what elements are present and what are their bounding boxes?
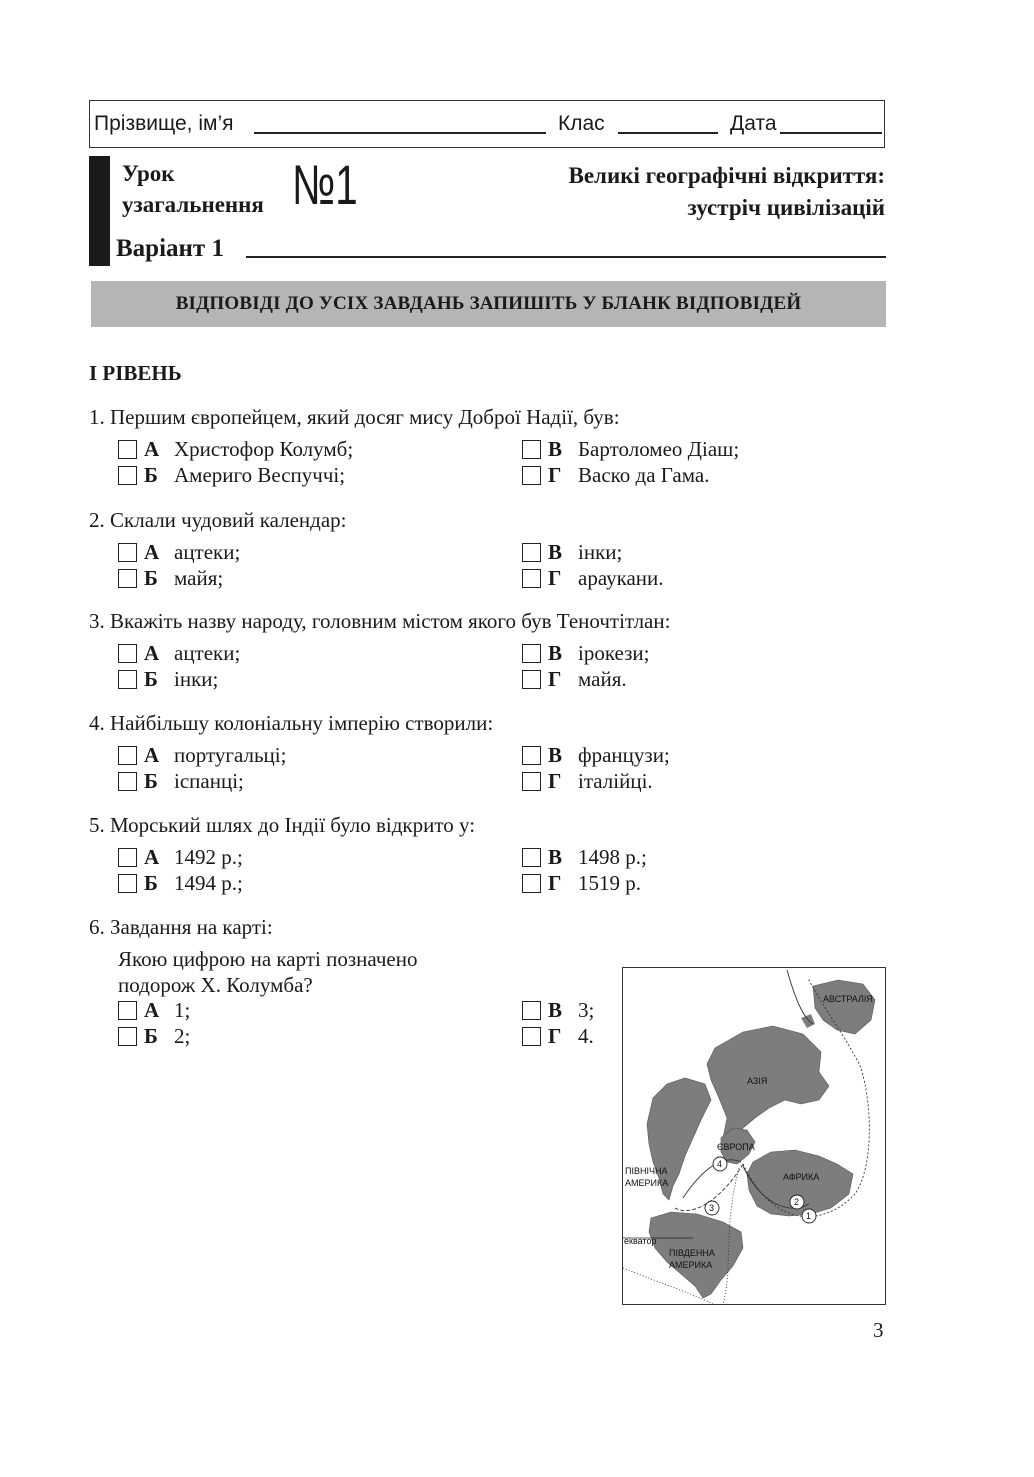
header-black-bar: [89, 156, 110, 266]
question-4: 4. Найбільшу колоніальну імперію створили:: [89, 711, 494, 735]
checkbox[interactable]: [118, 746, 137, 765]
question-6-prompt-line2: подорож Х. Колумба?: [118, 973, 313, 997]
option-5a[interactable]: А 1492 р.;: [118, 845, 243, 870]
checkbox[interactable]: [118, 848, 137, 867]
option-2c[interactable]: В інки;: [522, 540, 622, 565]
option-4b[interactable]: Б іспанці;: [118, 769, 244, 794]
label-north-america-1: ПІВНІЧНА: [625, 1166, 668, 1176]
option-3a[interactable]: А ацтеки;: [118, 641, 240, 666]
variant-title: Варіант 1: [116, 235, 224, 262]
checkbox[interactable]: [522, 772, 541, 791]
checkbox[interactable]: [118, 772, 137, 791]
checkbox[interactable]: [522, 440, 541, 459]
lesson-type-line2: узагальнення: [122, 192, 264, 217]
checkbox[interactable]: [118, 466, 137, 485]
checkbox[interactable]: [118, 644, 137, 663]
lesson-type: [122, 158, 264, 220]
label-africa: АФРИКА: [783, 1172, 820, 1182]
name-label: Прізвище, ім’я: [94, 112, 234, 135]
option-6a[interactable]: А 1;: [118, 998, 190, 1023]
option-5d[interactable]: Г 1519 р.: [522, 871, 641, 896]
voyages-map-svg: [623, 968, 885, 1304]
option-5c[interactable]: В 1498 р.;: [522, 845, 647, 870]
checkbox[interactable]: [522, 874, 541, 893]
checkbox[interactable]: [118, 543, 137, 562]
date-field[interactable]: [780, 132, 882, 134]
question-5: 5. Морський шлях до Індії було відкрито у:: [89, 813, 476, 837]
option-1d[interactable]: Г Васко да Гама.: [522, 463, 709, 488]
instructions-banner: ВІДПОВІДІ ДО УСІХ ЗАВДАНЬ ЗАПИШІТЬ У БЛАНК ВІДПОВІДЕЙ: [91, 281, 886, 327]
student-info-box: [89, 100, 885, 148]
topic-line1: Великі географічні відкриття:: [568, 163, 885, 188]
lesson-number: №1: [292, 153, 358, 216]
checkbox[interactable]: [522, 466, 541, 485]
label-australia: АВСТРАЛІЯ: [823, 994, 873, 1004]
topic-line2: зустріч цивілізацій: [687, 195, 885, 220]
route-number-4: 4: [717, 1159, 723, 1169]
option-4a[interactable]: А португальці;: [118, 743, 286, 768]
route-number-3: 3: [709, 1203, 715, 1213]
checkbox[interactable]: [522, 848, 541, 867]
checkbox[interactable]: [522, 1001, 541, 1020]
checkbox[interactable]: [522, 644, 541, 663]
checkbox[interactable]: [522, 746, 541, 765]
option-5b[interactable]: Б 1494 р.;: [118, 871, 243, 896]
checkbox[interactable]: [522, 1027, 541, 1046]
route-number-1: 1: [806, 1211, 812, 1221]
option-6b[interactable]: Б 2;: [118, 1024, 190, 1049]
option-1b[interactable]: Б Америго Веспуччі;: [118, 463, 345, 488]
option-4d[interactable]: Г італійці.: [522, 769, 653, 794]
label-south-america-1: ПІВДЕННА: [669, 1248, 715, 1258]
checkbox[interactable]: [118, 440, 137, 459]
option-2d[interactable]: Г араукани.: [522, 566, 664, 591]
checkbox[interactable]: [118, 874, 137, 893]
label-europe: ЄВРОПА: [717, 1142, 755, 1152]
option-1c[interactable]: В Бартоломео Діаш;: [522, 437, 739, 462]
island-shape: [801, 1014, 815, 1028]
checkbox[interactable]: [118, 670, 137, 689]
checkbox[interactable]: [522, 670, 541, 689]
option-3c[interactable]: В ірокези;: [522, 641, 649, 666]
checkbox[interactable]: [522, 569, 541, 588]
label-south-america-2: АМЕРИКА: [669, 1260, 713, 1270]
route-number-2: 2: [794, 1197, 800, 1207]
label-asia: АЗІЯ: [747, 1076, 768, 1086]
checkbox[interactable]: [522, 543, 541, 562]
option-3d[interactable]: Г майя.: [522, 667, 627, 692]
variant-rule: [246, 256, 886, 258]
question-2: 2. Склали чудовий календар:: [89, 508, 347, 532]
route-line-four: [683, 1160, 741, 1198]
lesson-topic: [569, 160, 886, 224]
option-1a[interactable]: А Христофор Колумб;: [118, 437, 353, 462]
option-4c[interactable]: В французи;: [522, 743, 670, 768]
date-label: Дата: [730, 112, 777, 135]
question-3: 3. Вкажіть назву народу, головним містом якого був Теночтітлан:: [89, 609, 671, 633]
lesson-type-line1: Урок: [122, 161, 175, 186]
question-6: 6. Завдання на карті:: [89, 915, 273, 939]
question-6-prompt: [118, 946, 417, 998]
australia-shape: [813, 980, 875, 1034]
question-6-prompt-line1: Якою цифрою на карті позначено: [118, 947, 418, 971]
voyages-map: [622, 967, 886, 1305]
option-2a[interactable]: А ацтеки;: [118, 540, 240, 565]
option-2b[interactable]: Б майя;: [118, 566, 223, 591]
option-6d[interactable]: Г 4.: [522, 1024, 594, 1049]
checkbox[interactable]: [118, 1001, 137, 1020]
name-field[interactable]: [254, 132, 546, 134]
class-label: Клас: [558, 112, 605, 135]
class-field[interactable]: [618, 132, 718, 134]
page-number: 3: [873, 1318, 884, 1342]
option-6c[interactable]: В 3;: [522, 998, 594, 1023]
level-heading: І РІВЕНЬ: [89, 361, 182, 385]
option-3b[interactable]: Б інки;: [118, 667, 218, 692]
label-equator: екватор: [624, 1236, 657, 1246]
checkbox[interactable]: [118, 1027, 137, 1046]
question-1: 1. Першим європейцем, який досяг мису Доброї Надії, був:: [89, 405, 620, 429]
checkbox[interactable]: [118, 569, 137, 588]
label-north-america-2: АМЕРИКА: [625, 1178, 669, 1188]
